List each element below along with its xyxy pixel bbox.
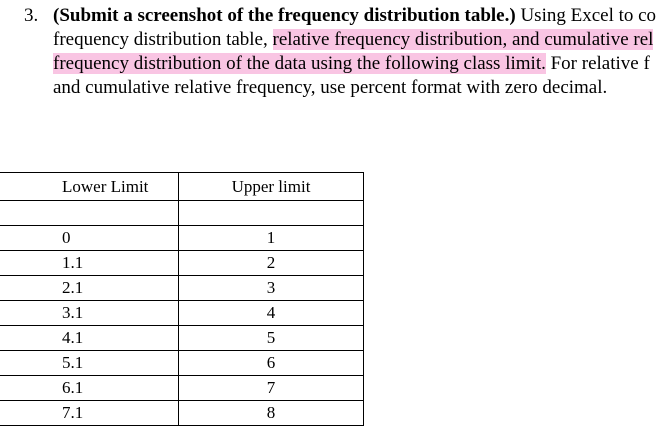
highlighted-text-1: relative frequency distribution, and cumulative rel	[272, 29, 654, 50]
upper-limit-cell: 4	[179, 301, 364, 326]
upper-limit-cell: 8	[179, 401, 364, 426]
question-line-2	[24, 28, 666, 52]
lower-limit-cell: 3.1	[0, 301, 179, 326]
lower-limit-cell: 1.1	[0, 251, 179, 276]
upper-limit-cell: 5	[179, 326, 364, 351]
table-row	[0, 326, 364, 351]
upper-limit-cell: 6	[179, 351, 364, 376]
question-line-2-text: frequency distribution table,	[53, 29, 273, 50]
lower-limit-cell: 0	[0, 226, 179, 251]
upper-limit-cell: 7	[179, 376, 364, 401]
upper-limit-cell: 2	[179, 251, 364, 276]
table-row	[0, 251, 364, 276]
question-line-1	[24, 4, 666, 28]
question-line-3	[24, 52, 666, 76]
upper-limit-cell: 3	[179, 276, 364, 301]
upper-limit-cell: 1	[179, 226, 364, 251]
question-paragraph	[24, 4, 666, 100]
question-line-4	[24, 76, 666, 100]
table-header-row	[0, 173, 364, 201]
question-line-1-text: Using Excel to co	[515, 5, 657, 26]
question-number: 3.	[24, 5, 39, 26]
question-line-4-text: and cumulative relative frequency, use percent format with zero decimal.	[53, 77, 608, 98]
question-instruction-bold: (Submit a screenshot of the frequency distribution table.)	[53, 5, 516, 26]
lower-limit-cell: 6.1	[0, 376, 179, 401]
question-line-3-text: For relative f	[545, 53, 650, 74]
table-row	[0, 351, 364, 376]
header-upper-limit: Upper limit	[179, 173, 364, 201]
header-lower-limit: Lower Limit	[0, 173, 179, 201]
table-spacer-row	[0, 201, 364, 226]
table-row	[0, 226, 364, 251]
highlighted-text-2: frequency distribution of the data using the following class limit.	[53, 53, 546, 74]
table-row	[0, 276, 364, 301]
table-row	[0, 301, 364, 326]
lower-limit-cell: 4.1	[0, 326, 179, 351]
class-limits-table	[0, 172, 364, 426]
lower-limit-cell: 7.1	[0, 401, 179, 426]
lower-limit-cell: 5.1	[0, 351, 179, 376]
table-row	[0, 401, 364, 426]
table-row	[0, 376, 364, 401]
lower-limit-cell: 2.1	[0, 276, 179, 301]
